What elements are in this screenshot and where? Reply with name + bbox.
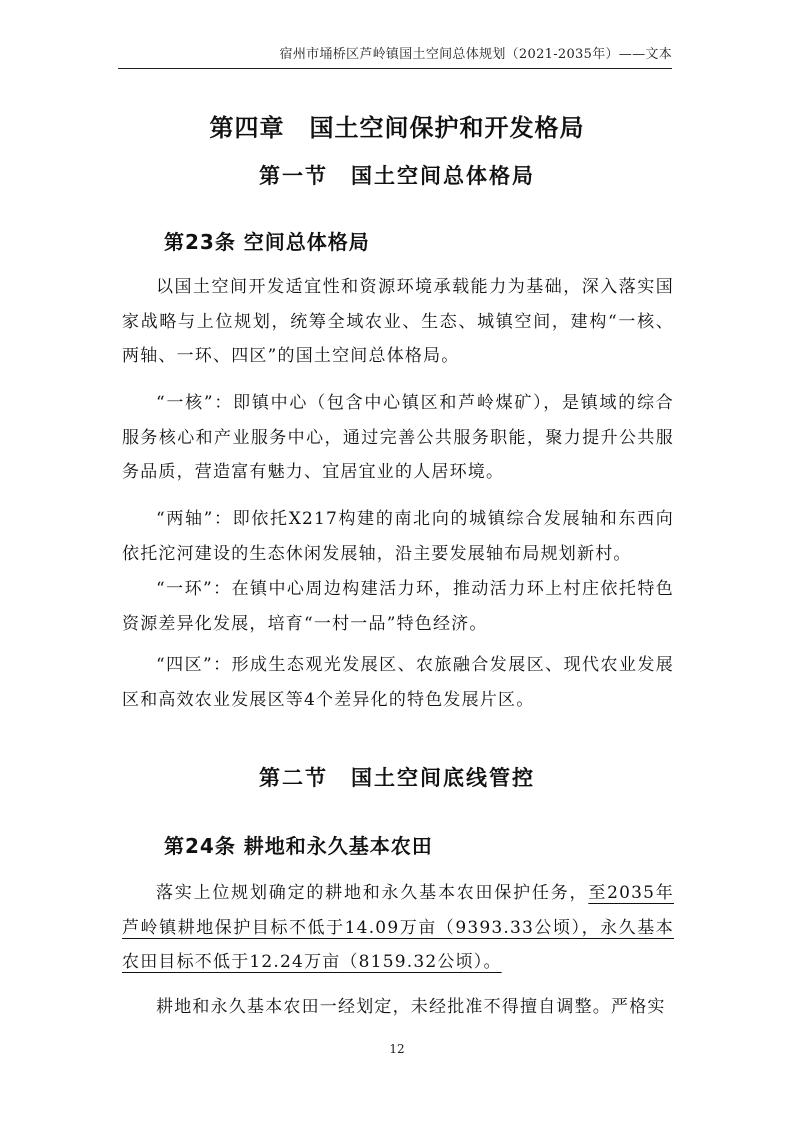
article-23-paragraph-4: “一环”：在镇中心周边构建活力环，推动活力环上村庄依托特色资源差异化发展，培育“一村一品”特色经济。 <box>122 579 674 634</box>
article-24-paragraph-2: 耕地和永久基本农田一经划定，未经批准不得擅自调整。严格实 <box>156 997 666 1017</box>
article-24-p1-underlined-target: 至2035年芦岭镇耕地保护目标不低于14.09万亩（9393.33公顷），永久基本农田目标不低于12.24万亩（8159.32公顷）。 <box>122 883 674 972</box>
article-23-title: 第23条 空间总体格局 <box>164 230 370 254</box>
article-23-paragraph-1: 以国土空间开发适宜性和资源环境承载能力为基础，深入落实国家战略与上位规划，统筹全域农业、生态、城镇空间，建构“一核、两轴、一环、四区”的国土空间总体格局。 <box>122 277 674 366</box>
article-23-paragraph-2: “一核”：即镇中心（包含中心镇区和芦岭煤矿），是镇域的综合服务核心和产业服务中心，通过完善公共服务职能，聚力提升公共服务品质，营造富有魅力、宜居宜业的人居环境。 <box>122 393 674 482</box>
article-23-paragraph-5: “四区”：形成生态观光发展区、农旅融合发展区、现代农业发展区和高效农业发展区等4个差异化的特色发展片区。 <box>122 655 674 710</box>
article-24-title: 第24条 耕地和永久基本农田 <box>164 834 433 858</box>
article-24-paragraph-1 <box>122 876 674 980</box>
running-header: 宿州市埇桥区芦岭镇国土空间总体规划（2021-2035年）——文本 <box>118 44 672 69</box>
section-title-2: 第二节 国土空间底线管控 <box>259 766 535 790</box>
article-24-p1-text: 落实上位规划确定的耕地和永久基本农田保护任务， <box>156 883 589 903</box>
article-23-paragraph-3: “两轴”：即依托X217构建的南北向的城镇综合发展轴和东西向依托沱河建设的生态休闲发展轴，沿主要发展轴布局规划新村。 <box>122 509 674 564</box>
section-title-1: 第一节 国土空间总体格局 <box>259 164 535 188</box>
page-number: 12 <box>389 1042 405 1056</box>
chapter-title: 第四章 国土空间保护和开发格局 <box>209 114 585 142</box>
